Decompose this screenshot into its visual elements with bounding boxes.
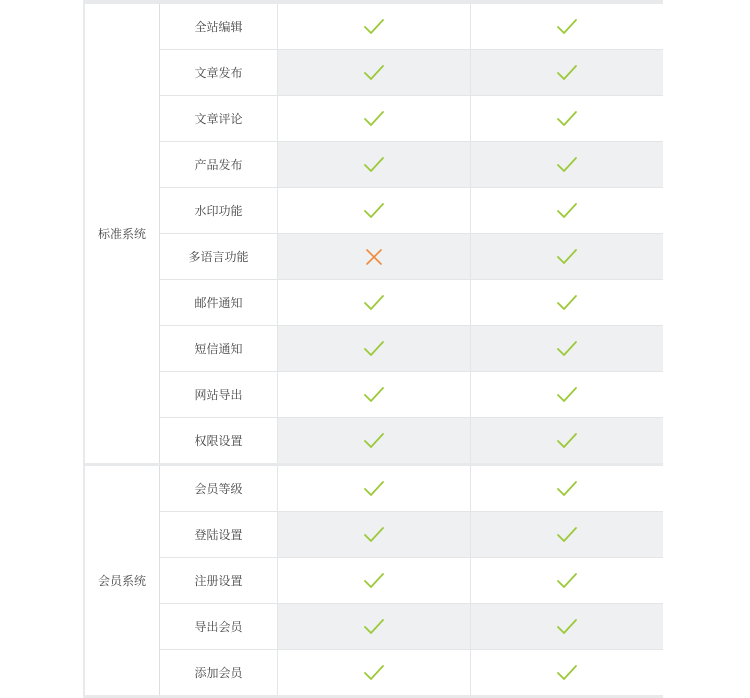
availability-cell [471,372,663,417]
availability-cell [471,4,663,49]
table-row [160,372,663,417]
availability-cell [471,466,663,511]
group-label: 标准系统 [85,4,160,463]
table-row [160,234,663,279]
availability-cell [471,50,663,95]
check-icon [363,664,385,682]
table-row [160,558,663,603]
check-icon [363,110,385,128]
feature-name: 注册设置 [160,558,277,603]
check-icon [363,572,385,590]
table-row [160,466,663,511]
availability-cell [278,558,470,603]
check-icon [363,340,385,358]
availability-cell [471,142,663,187]
check-icon [556,386,578,404]
availability-cell [278,234,470,279]
check-icon [556,202,578,220]
availability-cell [278,650,470,695]
availability-cell [471,234,663,279]
feature-comparison-table [83,0,663,698]
feature-name: 添加会员 [160,650,277,695]
availability-cell [278,96,470,141]
table-row [160,50,663,95]
availability-cell [278,604,470,649]
check-icon [556,618,578,636]
availability-cell [278,188,470,233]
check-icon [556,432,578,450]
check-icon [556,248,578,266]
feature-name: 会员等级 [160,466,277,511]
table-row [160,96,663,141]
check-icon [556,664,578,682]
section-1 [85,466,663,695]
availability-cell [278,142,470,187]
check-icon [556,64,578,82]
availability-cell [471,512,663,557]
table-row [160,142,663,187]
table-row [160,326,663,371]
availability-cell [471,96,663,141]
availability-cell [278,50,470,95]
check-icon [363,156,385,174]
table-row [160,418,663,463]
feature-name: 产品发布 [160,142,277,187]
availability-cell [471,280,663,325]
check-icon [556,480,578,498]
check-icon [556,340,578,358]
feature-name: 邮件通知 [160,280,277,325]
check-icon [363,432,385,450]
check-icon [363,618,385,636]
table-row [160,188,663,233]
availability-cell [471,326,663,371]
availability-cell [278,372,470,417]
check-icon [556,18,578,36]
availability-cell [278,326,470,371]
check-icon [363,18,385,36]
check-icon [363,526,385,544]
section-0 [85,4,663,463]
table-row [160,512,663,557]
feature-name: 文章评论 [160,96,277,141]
feature-name: 导出会员 [160,604,277,649]
check-icon [556,156,578,174]
availability-cell [471,188,663,233]
availability-cell [278,418,470,463]
availability-cell [471,558,663,603]
table-row [160,280,663,325]
feature-name: 短信通知 [160,326,277,371]
check-icon [363,202,385,220]
availability-cell [278,280,470,325]
availability-cell [278,466,470,511]
feature-name: 权限设置 [160,418,277,463]
table-row [160,4,663,49]
table-row [160,650,663,695]
availability-cell [471,604,663,649]
feature-name: 登陆设置 [160,512,277,557]
cross-icon [365,248,383,266]
feature-name: 全站编辑 [160,4,277,49]
feature-name: 网站导出 [160,372,277,417]
availability-cell [278,4,470,49]
feature-name: 多语言功能 [160,234,277,279]
feature-name: 文章发布 [160,50,277,95]
check-icon [363,480,385,498]
check-icon [556,294,578,312]
check-icon [556,526,578,544]
group-label: 会员系统 [85,466,160,695]
table-row [160,604,663,649]
check-icon [363,64,385,82]
availability-cell [471,650,663,695]
availability-cell [471,418,663,463]
feature-name: 水印功能 [160,188,277,233]
check-icon [363,386,385,404]
check-icon [556,572,578,590]
check-icon [363,294,385,312]
check-icon [556,110,578,128]
availability-cell [278,512,470,557]
